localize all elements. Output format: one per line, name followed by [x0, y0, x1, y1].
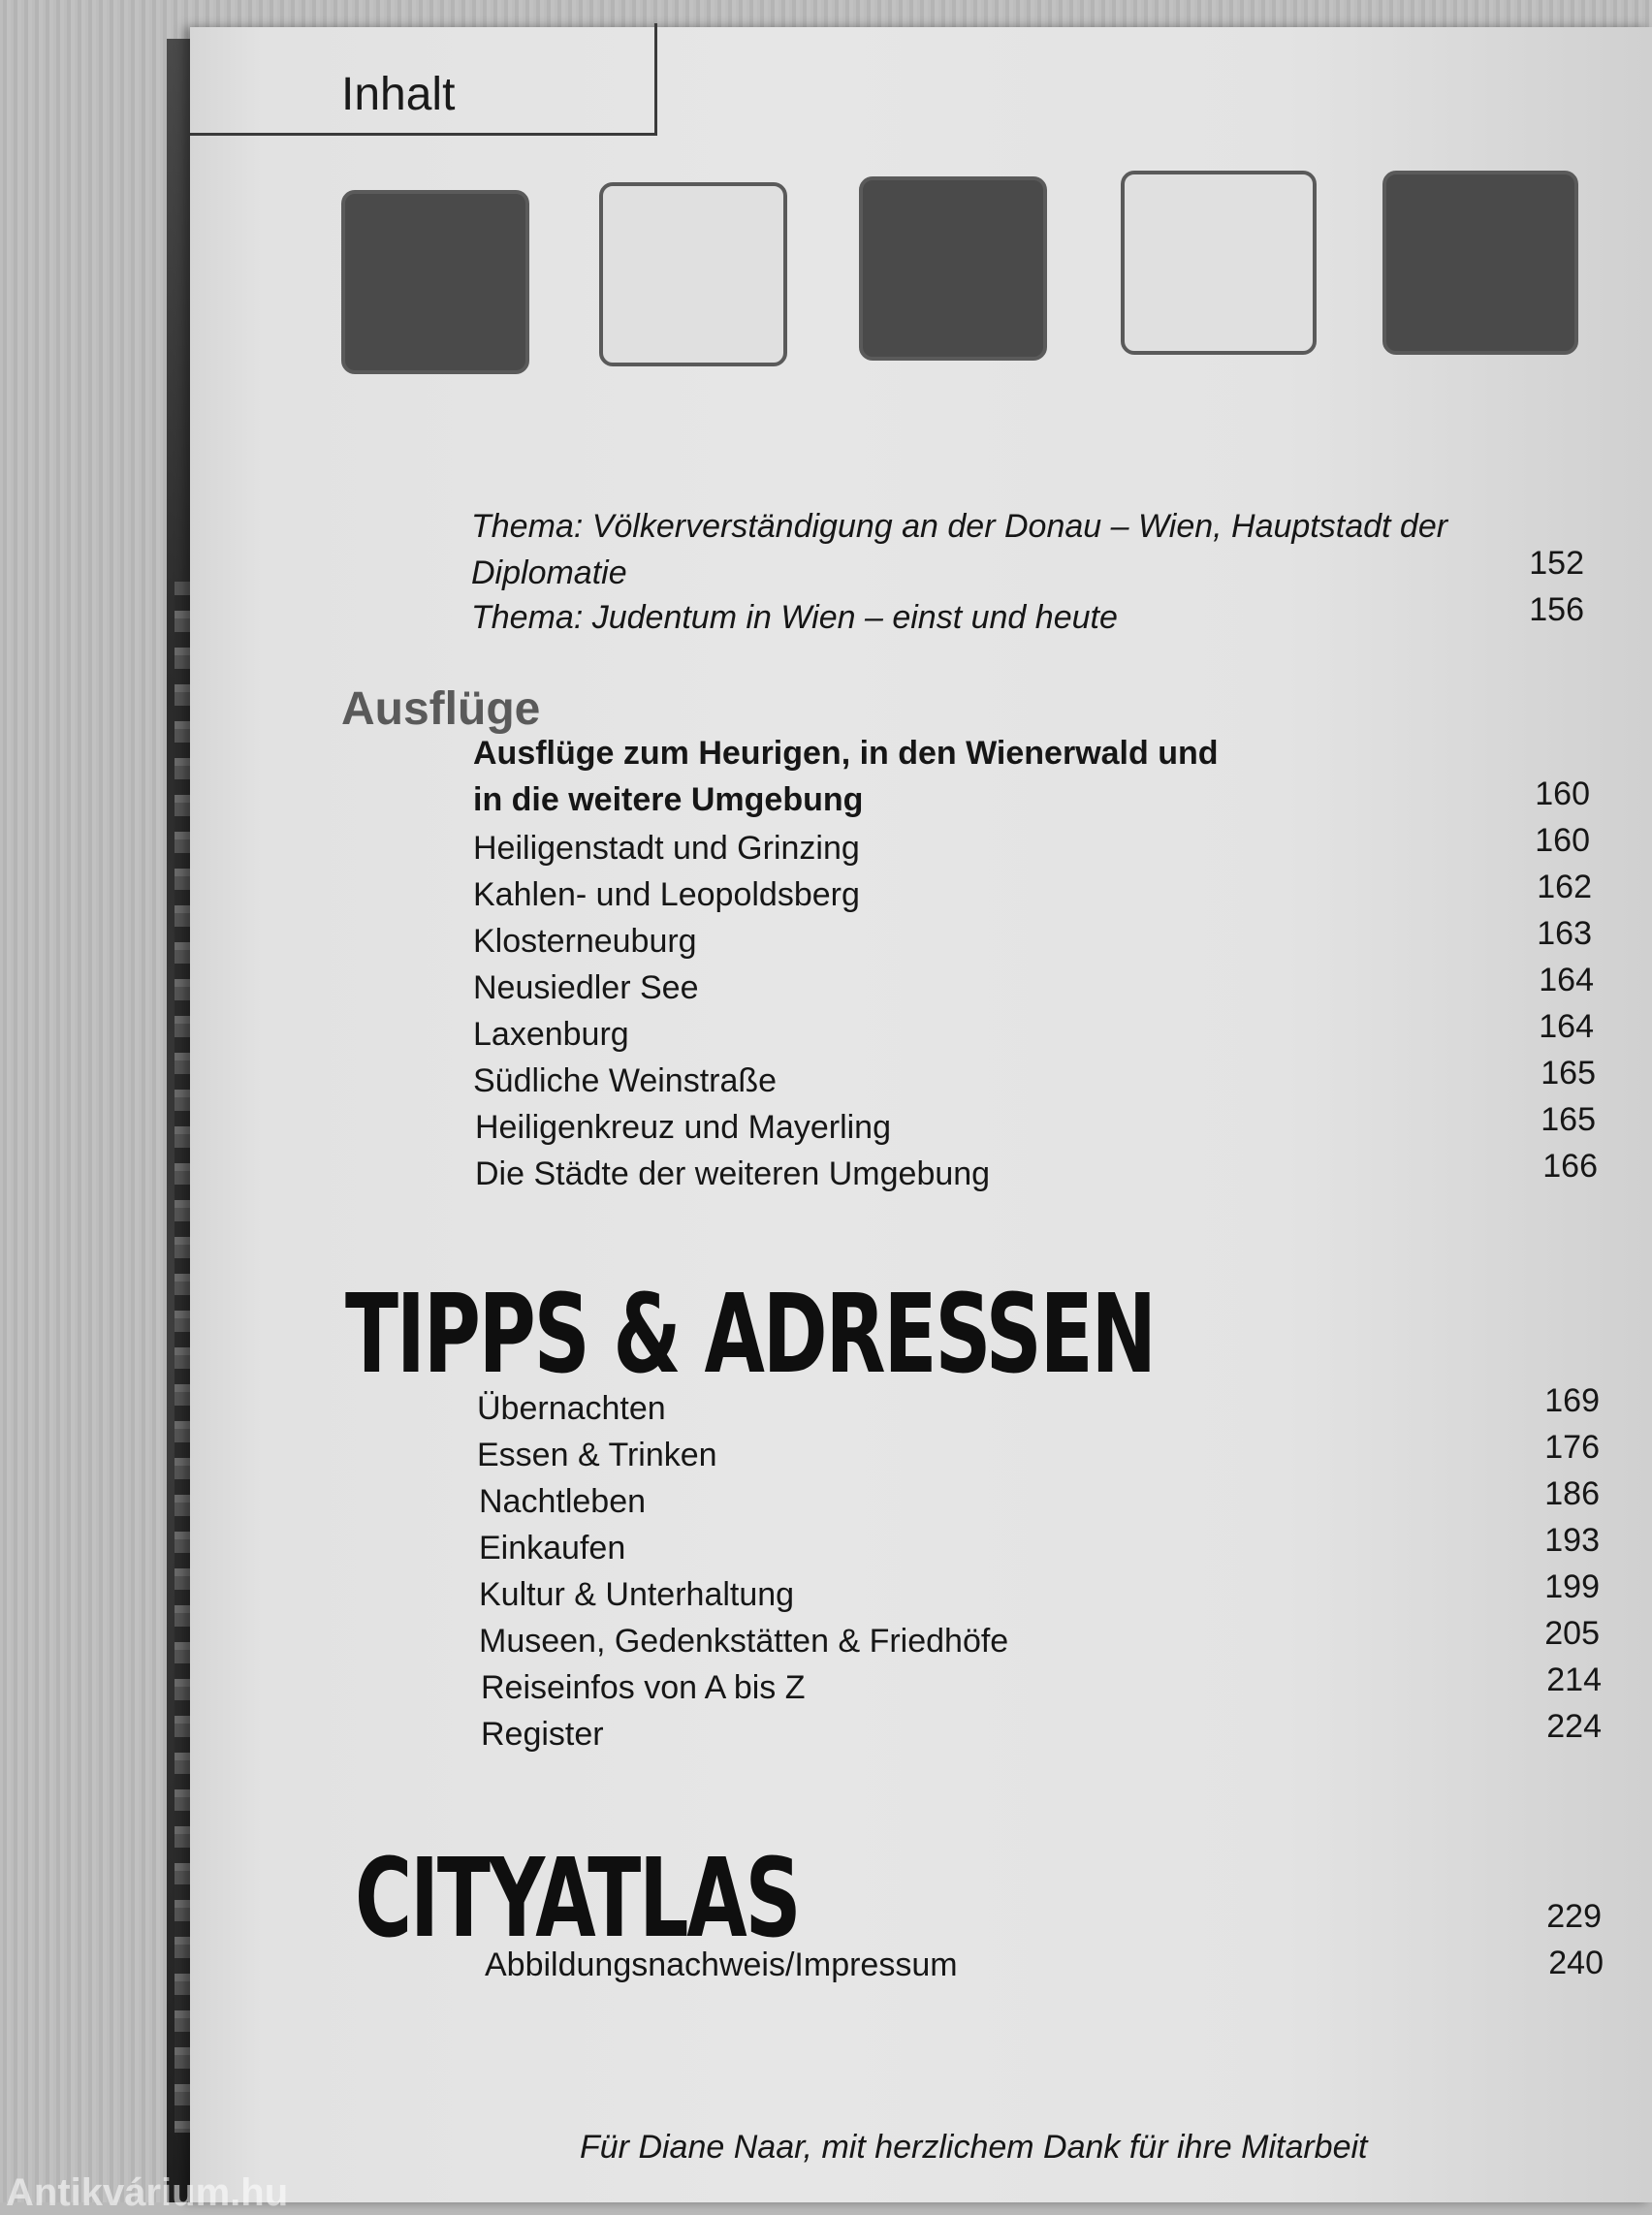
thema-entry-2: Thema: Judentum in Wien – einst und heute [471, 599, 1118, 636]
tipps-item-page: 199 [1544, 1568, 1600, 1605]
ausfluege-item-page: 162 [1537, 869, 1592, 905]
ausfluege-item: Laxenburg [473, 1016, 629, 1053]
ausfluege-item-page: 165 [1541, 1055, 1596, 1092]
tipps-item-page: 224 [1546, 1708, 1602, 1745]
tipps-item: Nachtleben [479, 1483, 647, 1520]
ausfluege-item: Neusiedler See [473, 969, 699, 1006]
thema-entry-1-page: 152 [1529, 545, 1584, 582]
tipps-item-page: 205 [1544, 1615, 1600, 1652]
cityatlas-page: 229 [1546, 1898, 1602, 1935]
ausfluege-item-page: 163 [1537, 915, 1592, 952]
tipps-item-page: 193 [1544, 1522, 1600, 1559]
tipps-item-page: 169 [1544, 1382, 1600, 1419]
section-heading-tipps: TIPPS & ADRESSEN [345, 1272, 1155, 1398]
ausfluege-item-page: 164 [1539, 962, 1594, 998]
thema-entry-1-line1: Thema: Völkerverständigung an der Donau – Wien, Hauptstadt der [471, 508, 1448, 545]
ausfluege-lead-line1: Ausflüge zum Heurigen, in den Wienerwald und [473, 735, 1219, 772]
thumbnail-lakeside-cafe [1382, 171, 1578, 355]
ausfluege-item-page: 165 [1541, 1101, 1596, 1138]
section-heading-cityatlas: CITYATLAS [355, 1836, 800, 1962]
thumbnail-empty-frame-2 [1121, 171, 1317, 355]
tipps-item: Übernachten [477, 1390, 666, 1427]
ausfluege-item: Klosterneuburg [473, 923, 697, 960]
ausfluege-item: Heiligenstadt und Grinzing [473, 830, 860, 867]
ausfluege-lead-line2: in die weitere Umgebung [473, 781, 864, 818]
ausfluege-item: Heiligenkreuz und Mayerling [475, 1109, 892, 1146]
ausfluege-item-page: 160 [1535, 822, 1590, 859]
section-heading-ausfluege: Ausflüge [341, 683, 541, 735]
tipps-item-page: 186 [1544, 1475, 1600, 1512]
tipps-item: Kultur & Unterhaltung [479, 1576, 795, 1613]
tipps-item: Essen & Trinken [477, 1437, 717, 1473]
tipps-item: Reiseinfos von A bis Z [481, 1669, 806, 1706]
thumbnail-street-musicians [341, 190, 529, 374]
thumbnail-empty-frame-1 [599, 182, 787, 366]
ausfluege-item: Die Städte der weiteren Umgebung [475, 1155, 991, 1192]
thumbnail-chandelier-interior [859, 176, 1047, 361]
tipps-item: Einkaufen [479, 1530, 626, 1566]
tipps-item: Register [481, 1716, 604, 1753]
tipps-item: Museen, Gedenkstätten & Friedhöfe [479, 1623, 1009, 1660]
thema-entry-2-page: 156 [1529, 591, 1584, 628]
tipps-item-page: 214 [1546, 1661, 1602, 1698]
ausfluege-item: Südliche Weinstraße [473, 1062, 778, 1099]
ausfluege-item: Kahlen- und Leopoldsberg [473, 876, 860, 913]
ausfluege-lead-page: 160 [1535, 775, 1590, 812]
page-title: Inhalt [341, 69, 456, 120]
dedication-text: Für Diane Naar, mit herzlichem Dank für ihre Mitarbeit [580, 2129, 1368, 2166]
thema-entry-1-line2: Diplomatie [471, 554, 627, 591]
ausfluege-item-page: 164 [1539, 1008, 1594, 1045]
tipps-item-page: 176 [1544, 1429, 1600, 1466]
cityatlas-item: Abbildungsnachweis/Impressum [485, 1946, 958, 1983]
cityatlas-item-page: 240 [1548, 1945, 1604, 1981]
ausfluege-item-page: 166 [1542, 1148, 1598, 1185]
watermark-text: Antikvárium.hu [6, 2171, 289, 2214]
